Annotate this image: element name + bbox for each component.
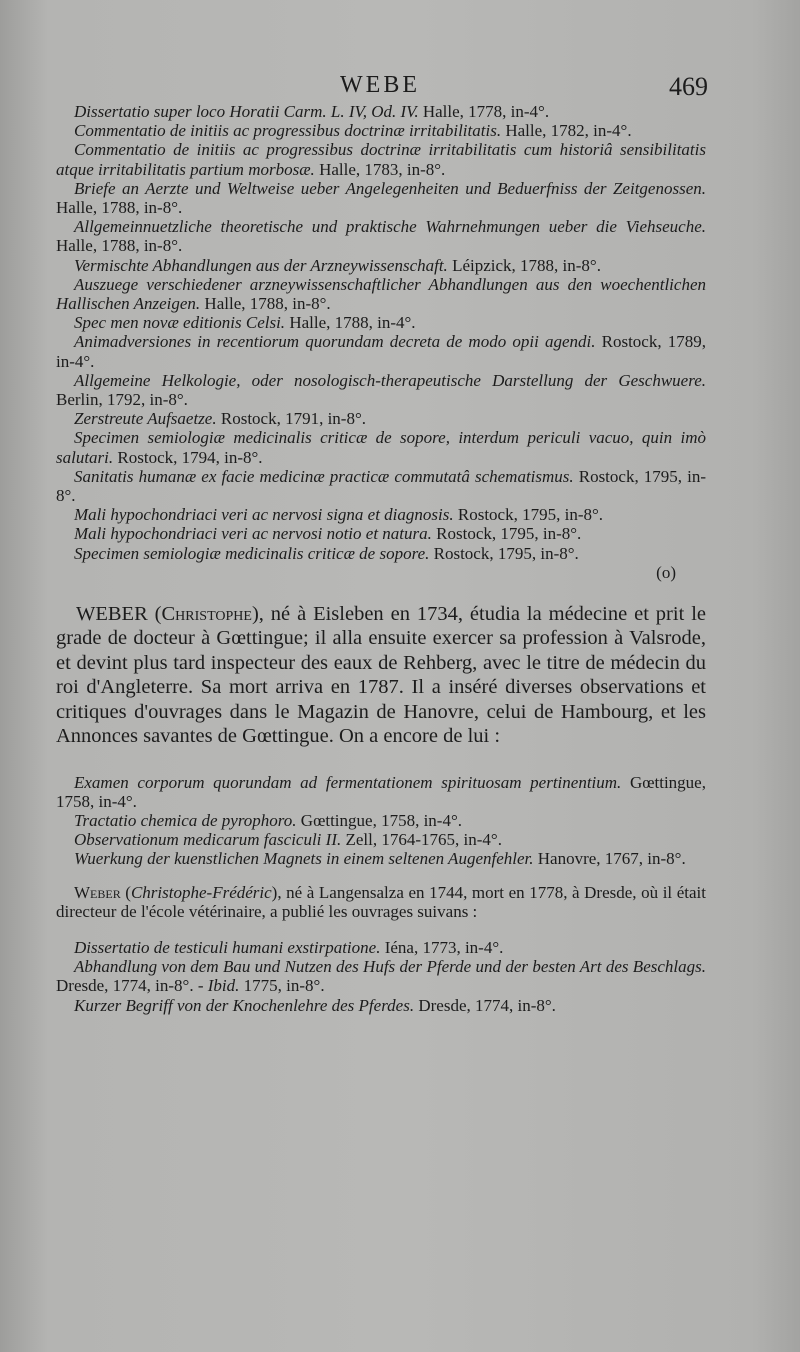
biography-weber-christophe — [56, 602, 706, 748]
entry-title: Tractatio chemica de pyrophoro. — [74, 810, 297, 830]
bio-open-paren: ( — [120, 882, 131, 902]
entry-imprint: Halle, 1788, in-8°. — [200, 294, 331, 314]
entry-imprint: Gœttingue, 1758, in-4°. — [296, 810, 462, 830]
bibliography-entry — [56, 140, 706, 178]
bibliography-entry — [56, 505, 706, 524]
entry-imprint: Léipzick, 1788, in-8°. — [447, 255, 601, 275]
bibliography-entry — [56, 773, 706, 811]
bibliography-entry — [56, 524, 706, 543]
entry-imprint: Rostock, 1791, in-8°. — [216, 409, 367, 429]
entry-extra-imprint: 1775, in-8°. — [239, 976, 325, 996]
entry-title: Specimen semiologiæ medicinalis criticæ de sopore, interdum periculi vacuo, quin imò salutari. — [56, 428, 706, 467]
entry-title: Kurzer Begriff von der Knochenlehre des Pferdes. — [74, 995, 415, 1015]
entry-imprint: Berlin, 1792, in-8°. — [56, 390, 188, 410]
entry-title: Auszuege verschiedener arzneywissenschaftlicher Abhandlungen aus den woechentlichen Hallischen Anzeigen. — [56, 274, 706, 314]
entry-imprint: Halle, 1782, in-4°. — [501, 121, 632, 141]
entry-imprint: Rostock, 1795, in-8°. — [431, 524, 582, 544]
entry-imprint: Halle, 1783, in-8°. — [314, 159, 446, 179]
bibliography-entry — [56, 102, 706, 121]
bibliography-entry — [56, 938, 706, 957]
entry-imprint: Halle, 1788, in-8°. — [56, 198, 183, 218]
entry-imprint: Dresde, 1774, in-8°. - — [56, 976, 208, 996]
bio-text: ), né à Eisleben en 1734, étudia la médecine et prit le grade de docteur à Gœttingue; il alla ensuite exercer sa profession à Valsrode, et devint plus tard inspecteur des eaux de Rehberg, avec le titre de médecin du roi d'Angleterre. Sa mort arriva en 1787. Il a inséré diverses observations et critiques d'ouvrages dans le Magazin de Hanovre, celui de Hambourg, et les Annonces savantes de Gœttingue. On a encore de lui : — [56, 603, 706, 748]
bio-surname: WEBER — [76, 603, 148, 626]
bibliography-entry — [56, 275, 706, 313]
entry-imprint: Halle, 1788, in-8°. — [56, 236, 183, 256]
entry-imprint: Rostock, 1795, in-8°. — [56, 466, 706, 506]
entry-title: Examen corporum quorundam ad fermentationem spirituosam pertinentium. — [74, 772, 622, 792]
entry-imprint: Halle, 1788, in-4°. — [285, 313, 416, 333]
entry-imprint: Gœttingue, 1758, in-4°. — [56, 772, 706, 811]
entry-extra-title: Ibid. — [207, 976, 240, 996]
entry-imprint: Hanovre, 1767, in-8°. — [533, 849, 686, 869]
bibliography-list-top — [56, 102, 706, 582]
bio-surname: Weber — [74, 882, 121, 902]
entry-title: Observationum medicarum fasciculi II. — [74, 830, 342, 850]
bibliography-entry — [56, 830, 706, 849]
entry-imprint: Rostock, 1789, in-4°. — [56, 332, 706, 371]
entry-title: Vermischte Abhandlungen aus der Arzneywissenschaft. — [74, 255, 448, 275]
entry-title: Sanitatis humanæ ex facie medicinæ practicæ commutatâ schematismus. — [74, 466, 574, 486]
bibliography-entry — [56, 217, 706, 255]
bibliography-entry — [56, 957, 706, 995]
bibliography-entry — [56, 544, 706, 563]
bibliography-entry — [56, 256, 706, 275]
entry-imprint: Rostock, 1795, in-8°. — [453, 505, 604, 525]
entry-imprint: Iéna, 1773, in-4°. — [380, 937, 504, 957]
bibliography-entry — [56, 371, 706, 409]
entry-title: Specimen semiologiæ medicinalis criticæ de sopore. — [74, 543, 430, 563]
entry-title: Animadversiones in recentiorum quorundam decreta de modo opii agendi. — [74, 332, 596, 352]
bibliography-entry — [56, 332, 706, 370]
entry-title: Briefe an Aerzte und Weltweise ueber Angelegenheiten und Beduerfniss der Zeitgenossen. — [74, 178, 706, 198]
entry-imprint: Dresde, 1774, in-8°. — [414, 995, 556, 1015]
page-content — [56, 102, 706, 1015]
entry-title: Mali hypochondriaci veri ac nervosi notio et natura. — [74, 524, 432, 544]
entry-imprint: Rostock, 1795, in-8°. — [429, 543, 579, 563]
bibliography-list-middle — [56, 773, 706, 869]
bibliography-entry — [56, 121, 706, 140]
bibliography-list-bottom — [56, 938, 706, 1015]
entry-title: Wuerkung der kuenstlichen Magnets in einem seltenen Augenfehler. — [74, 849, 534, 869]
entry-title: Commentatio de initiis ac progressibus doctrinæ irritabilitatis. — [74, 121, 502, 141]
entry-title: Allgemeinnuetzliche theoretische und praktische Wahrnehmungen ueber die Viehseuche. — [74, 217, 706, 237]
entry-imprint: Halle, 1778, in-4°. — [418, 102, 550, 121]
author-signature: (o) — [656, 562, 676, 582]
entry-title: Dissertatio super loco Horatii Carm. L. IV, Od. IV. — [74, 102, 419, 121]
bibliography-entry — [56, 849, 706, 868]
entry-title: Allgemeine Helkologie, oder nosologisch-therapeutische Darstellung der Geschwuere. — [74, 370, 706, 390]
entry-title: Mali hypochondriaci veri ac nervosi signa et diagnosis. — [74, 505, 454, 525]
entry-title: Dissertatio de testiculi humani exstirpatione. — [74, 937, 381, 957]
entry-imprint: Zell, 1764-1765, in-4°. — [341, 830, 502, 850]
bibliography-entry — [56, 996, 706, 1015]
bibliography-entry — [56, 409, 706, 428]
bibliography-entry — [56, 467, 706, 505]
entry-title: Spec men novæ editionis Celsi. — [74, 313, 286, 333]
entry-title: Zerstreute Aufsaetze. — [74, 409, 217, 429]
entry-title: Commentatio de initiis ac progressibus doctrinæ irritabilitatis cum historiâ sensibilitatis atque irritabilitatis partium morbosæ. — [56, 140, 706, 179]
running-head-title: WEBE — [340, 72, 420, 98]
entry-imprint: Rostock, 1794, in-8°. — [113, 447, 263, 467]
bibliography-entry — [56, 179, 706, 217]
bio-forename: Christophe — [161, 603, 252, 626]
page-number: 469 — [669, 72, 708, 101]
bibliography-entry — [56, 811, 706, 830]
biography-weber-christophe-frederic — [56, 883, 706, 921]
bibliography-entry — [56, 428, 706, 466]
bio-forename: Christophe-Frédéric — [130, 882, 272, 902]
bibliography-entry — [56, 313, 706, 332]
entry-title: Abhandlung von dem Bau und Nutzen des Hufs der Pferde und der besten Art des Beschlags. — [74, 957, 706, 977]
bio-text: ), né à Langensalza en 1744, mort en 1778, à Dresde, où il était directeur de l'école vétérinaire, a publié les ouvrages suivans : — [56, 882, 706, 921]
bio-open-paren: ( — [147, 603, 162, 626]
